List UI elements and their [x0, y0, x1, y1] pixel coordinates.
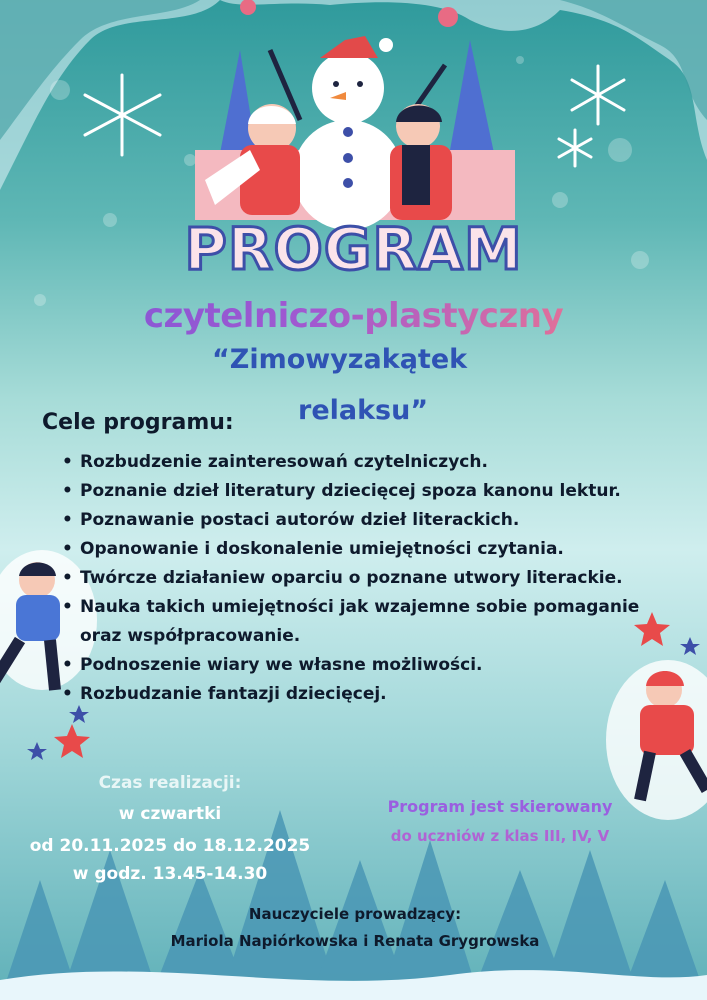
target-line2: do uczniów z klas III, IV, V [390, 827, 610, 845]
time-dates: od 20.11.2025 do 18.12.2025 [29, 836, 311, 856]
goal-item: • Rozbudzenie zainteresowań czytelniczych. [62, 448, 662, 477]
time-heading: Czas realizacji: [98, 773, 242, 793]
goals-heading: Cele programu: [42, 410, 234, 435]
program-name-line1: “Zimowyzakątek [212, 344, 468, 375]
goal-item: • Nauka takich umiejętności jak wzajemne sobie pomaganie oraz współpracowanie. [62, 593, 662, 651]
program-subtitle: czytelniczo-plastyczny [0, 296, 707, 336]
goal-item: • Poznanie dzieł literatury dziecięcej spoza kanonu lektur. [62, 477, 662, 506]
snowman-illustration [195, 36, 515, 230]
program-title: PROGRAM [184, 215, 523, 283]
program-name-line2: relaksu” [298, 395, 429, 426]
goal-item: • Podnoszenie wiary we własne możliwości. [62, 651, 662, 680]
target-line1: Program jest skierowany [387, 797, 613, 816]
time-days: w czwartki [118, 804, 222, 824]
goal-item: • Rozbudzanie fantazji dziecięcej. [62, 680, 662, 709]
goals-list [62, 448, 662, 709]
teachers-heading: Nauczyciele prowadzący: [248, 905, 462, 923]
time-hours: w godz. 13.45-14.30 [72, 864, 268, 884]
goal-item: • Poznawanie postaci autorów dzieł literackich. [62, 506, 662, 535]
goal-item: • Opanowanie i doskonalenie umiejętności czytania. [62, 535, 662, 564]
goal-item: • Twórcze działaniew oparciu o poznane utwory literackie. [62, 564, 662, 593]
teachers-names: Mariola Napiórkowska i Renata Grygrowska [170, 932, 540, 950]
